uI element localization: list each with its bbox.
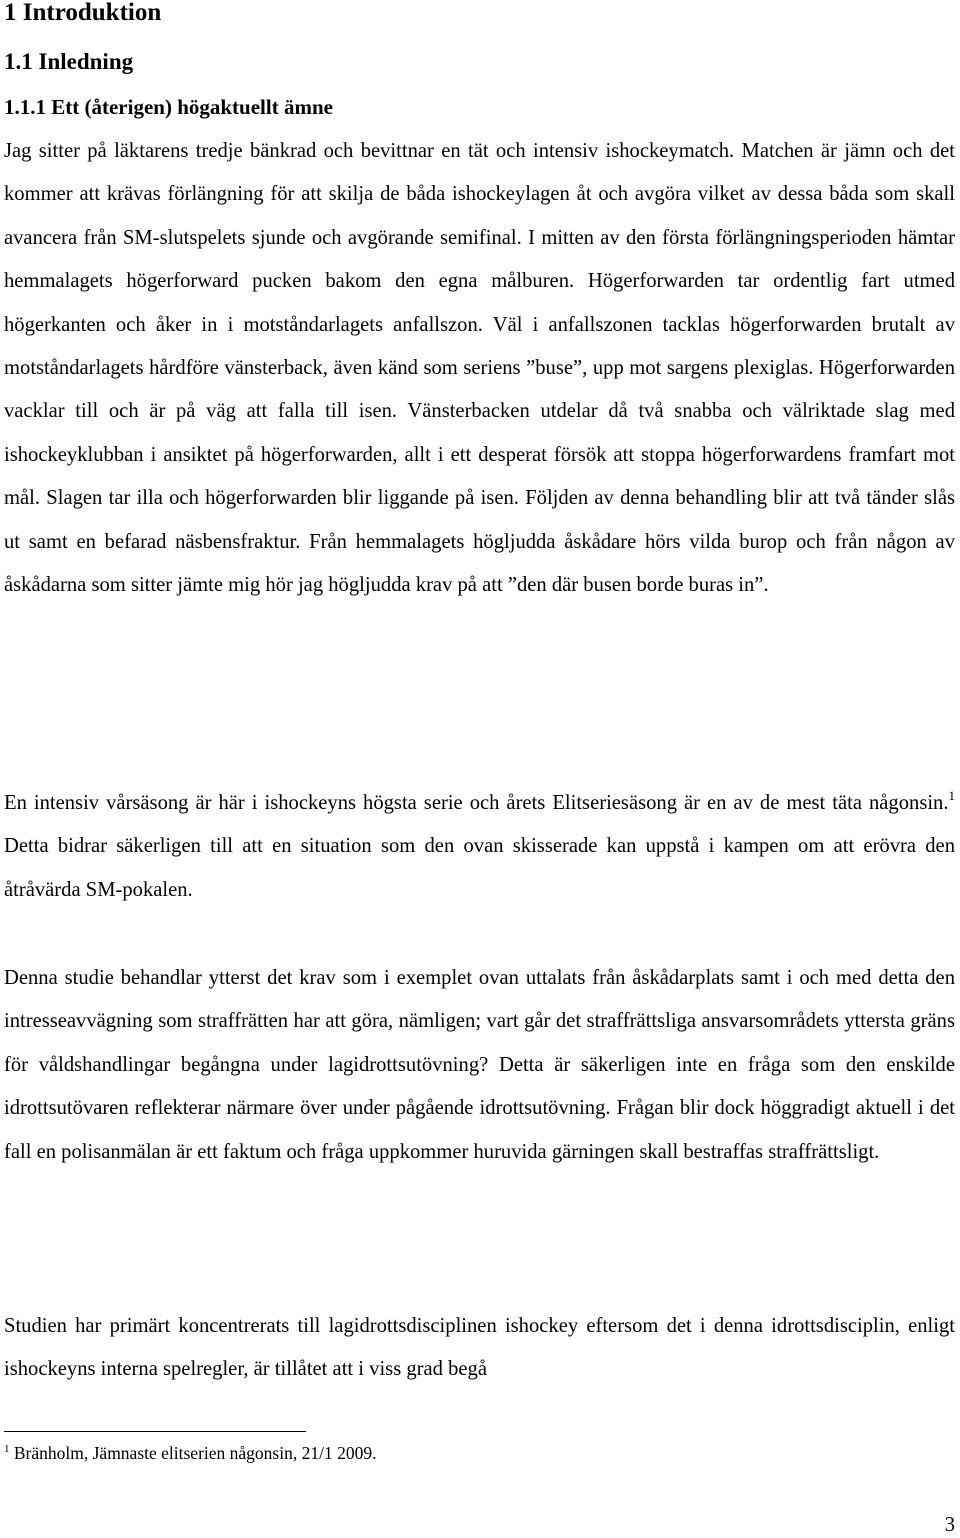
paragraph-season-text-before: En intensiv vårsäsong är här i ishockeyns högsta serie och årets Elitseriesäsong är en av de mest täta någonsin.	[4, 792, 949, 814]
footnote-marker: 1	[4, 1443, 10, 1455]
section-heading: 1.1 Inledning	[4, 49, 134, 74]
paragraph-study-focus: Studien har primärt koncentrerats till lagidrottsdisciplinen ishockey eftersom det i denna idrottsdisciplin, enligt ishockeyns interna spelregler, är tillåtet att i viss grad begå	[4, 1315, 955, 1381]
subsection-heading: 1.1.1 Ett (återigen) högaktuellt ämne	[4, 95, 333, 119]
footnote	[4, 1440, 376, 1466]
footnote-text: Bränholm, Jämnaste elitserien någonsin, 21/1 2009.	[9, 1443, 377, 1463]
footnote-separator	[4, 1431, 306, 1432]
chapter-heading: 1 Introduktion	[4, 0, 162, 26]
paragraph-intro-scenario: Jag sitter på läktarens tredje bänkrad och bevittnar en tät och intensiv ishockeymatch. Matchen är jämn och det kommer att krävas förlängning för att skilja de båda ishockeylagen åt och avgöra vilket av dessa båda som skall avancera från SM-slutspelets sjunde och avgörande semifinal. I mitten av den första förlängningsperioden hämtar hemmalagets högerforward pucken bakom den egna målburen. Högerforwarden tar ordentlig fart utmed högerkanten och åker in i motståndarlagets anfallszon. Väl i anfallszonen tacklas högerforwarden brutalt av motståndarlagets hårdföre vänsterback, även känd som seriens ”buse”, upp mot sargens plexiglas. Högerforwarden vacklar till och är på väg att falla till isen. Vänsterbacken utdelar då två snabba och välriktade slag med ishockeyklubban i ansiktet på högerforwarden, allt i ett desperat försök att stoppa högerforwardens framfart mot mål. Slagen tar illa och högerforwarden blir liggande på isen. Följden av denna behandling blir att två tänder slås ut samt en befarad näsbensfraktur. Från hemmalagets högljudda åskådare hörs vilda burop och från någon av åskådarna som sitter jämte mig hör jag högljudda krav på att ”den där busen borde buras in”.	[4, 140, 955, 597]
footnote-reference: 1	[948, 788, 955, 803]
page-number: 3	[944, 1514, 955, 1536]
paragraph-season	[4, 782, 955, 912]
paragraph-study-topic: Denna studie behandlar ytterst det krav som i exemplet ovan uttalats från åskådarplats samt i och med detta den intresseavvägning som straffrätten har att göra, nämligen; vart går det straffrättsliga ansvarsområdets yttersta gräns för våldshandlingar begångna under lagidrottsutövning? Detta är säkerligen inte en fråga som den enskilde idrottsutövaren reflekterar närmare över under pågående idrottsutövning. Frågan blir dock höggradigt aktuell i det fall en polisanmälan är ett faktum och fråga uppkommer huruvida gärningen skall bestraffas straffrättsligt.	[4, 967, 955, 1163]
paragraph-season-text-after: Detta bidrar säkerligen till att en situation som den ovan skisserade kan uppstå i kampen om att erövra den åtråvärda SM-pokalen.	[4, 835, 955, 901]
